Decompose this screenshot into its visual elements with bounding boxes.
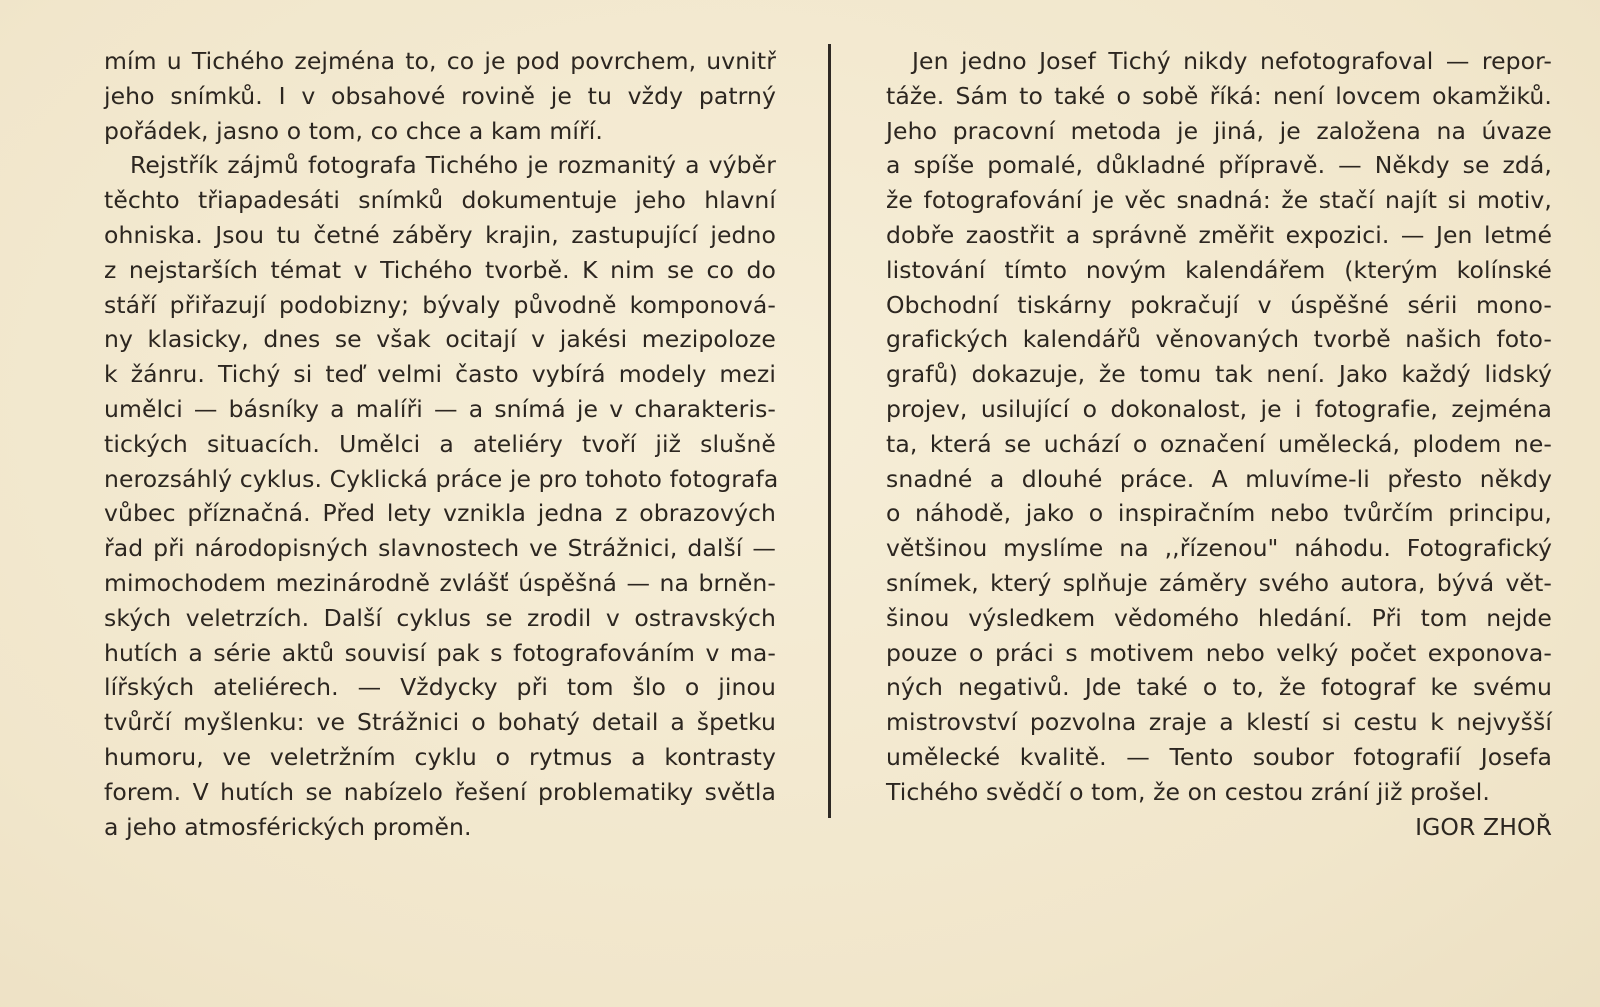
- text-line: mím u Tichého zejména to, co je pod povrchem, uvnitř: [104, 47, 776, 75]
- text-line: snímek, který splňuje záměry svého autora, bývá vět-: [886, 568, 1552, 597]
- text-line: mimochodem mezinárodně zvlášť úspěšná — na brněn-: [104, 568, 776, 597]
- text-line: ohniska. Jsou tu četné záběry krajin, zastupující jedno: [104, 220, 776, 249]
- paragraph-start-line: Rejstřík zájmů fotografa Tichého je rozmanitý a výběr: [130, 151, 776, 180]
- column-divider: [828, 44, 831, 818]
- text-line: umělci — básníky a malíři — a snímá je v charakteris-: [104, 394, 776, 423]
- text-line: listování tímto novým kalendářem (kterým kolínské: [886, 255, 1552, 284]
- text-line: a spíše pomalé, důkladné přípravě. — Někdy se zdá,: [886, 151, 1552, 180]
- text-line: ných negativů. Jde také o to, že fotograf ke svému: [886, 673, 1552, 702]
- text-line: forem. V hutích se nabízelo řešení problematiky světla: [104, 777, 776, 806]
- text-line: táže. Sám to také o sobě říká: není lovcem okamžiků.: [886, 81, 1552, 110]
- text-line: grafických kalendářů věnovaných tvorbě našich foto-: [886, 325, 1552, 354]
- text-line: Tichého svědčí o tom, že on cestou zrání již prošel.: [886, 777, 1490, 806]
- text-line: pouze o práci s motivem nebo velký počet exponova-: [886, 638, 1552, 667]
- text-line: hutích a série aktů souvisí pak s fotografováním v ma-: [104, 638, 776, 667]
- text-line: pořádek, jasno o tom, co chce a kam míří.: [104, 116, 603, 145]
- text-line: a jeho atmosférických proměn.: [104, 812, 472, 841]
- text-line: umělecké kvalitě. — Tento soubor fotografií Josefa: [886, 742, 1552, 771]
- text-line: humoru, ve veletržním cyklu o rytmus a kontrasty: [104, 742, 776, 771]
- text-line: grafů) dokazuje, že tomu tak není. Jako každý lidský: [886, 360, 1552, 389]
- text-line: dobře zaostřit a správně změřit expozici. — Jen letmé: [886, 220, 1552, 249]
- text-line: lířských ateliérech. — Vždycky při tom šlo o jinou: [104, 673, 776, 702]
- text-line: tických situacích. Umělci a ateliéry tvoří již slušně: [104, 429, 776, 458]
- text-line: tvůrčí myšlenku: ve Strážnici o bohatý detail a špetku: [104, 708, 776, 737]
- text-line: šinou výsledkem vědomého hledání. Při tom nejde: [886, 603, 1552, 632]
- text-line: vůbec příznačná. Před lety vznikla jedna z obrazových: [104, 499, 776, 528]
- text-line: ských veletrzích. Další cyklus se zrodil v ostravských: [104, 603, 776, 632]
- text-line: ta, která se uchází o označení umělecká, plodem ne-: [886, 429, 1552, 458]
- text-line: snadné a dlouhé práce. A mluvíme-li přesto někdy: [886, 464, 1552, 493]
- right-text-column: [886, 44, 1552, 844]
- text-line: z nejstarších témat v Tichého tvorbě. K nim se co do: [104, 255, 776, 284]
- text-line: projev, usilující o dokonalost, je i fotografie, zejména: [886, 394, 1552, 423]
- text-line: řad při národopisných slavnostech ve Strážnici, další —: [104, 534, 776, 563]
- text-line: nerozsáhlý cyklus. Cyklická práce je pro tohoto fotografa: [104, 464, 779, 493]
- text-line: většinou myslíme na ,,řízenou" náhodu. Fotografický: [886, 534, 1552, 563]
- text-line: mistrovství pozvolna zraje a klestí si cestu k nejvyšší: [886, 708, 1552, 737]
- author-signature: IGOR ZHOŘ: [1415, 812, 1552, 841]
- text-line: o náhodě, jako o inspiračním nebo tvůrčím principu,: [886, 499, 1552, 528]
- text-line: Obchodní tiskárny pokračují v úspěšné sérii mono-: [886, 290, 1552, 319]
- text-line: že fotografování je věc snadná: že stačí najít si motiv,: [886, 186, 1552, 215]
- text-line: jeho snímků. I v obsahové rovině je tu vždy patrný: [104, 81, 776, 110]
- text-line: k žánru. Tichý si teď velmi často vybírá modely mezi: [104, 360, 776, 389]
- text-line: Jeho pracovní metoda je jiná, je založena na úvaze: [886, 116, 1552, 145]
- paragraph-start-line: Jen jedno Josef Tichý nikdy nefotografoval — repor-: [912, 47, 1552, 75]
- text-line: těchto třiapadesáti snímků dokumentuje jeho hlavní: [104, 186, 776, 215]
- text-line: stáří přiřazují podobizny; bývaly původně komponová-: [104, 290, 776, 319]
- left-text-column: [104, 44, 779, 844]
- text-line: ny klasicky, dnes se však ocitají v jakési mezipoloze: [104, 325, 776, 354]
